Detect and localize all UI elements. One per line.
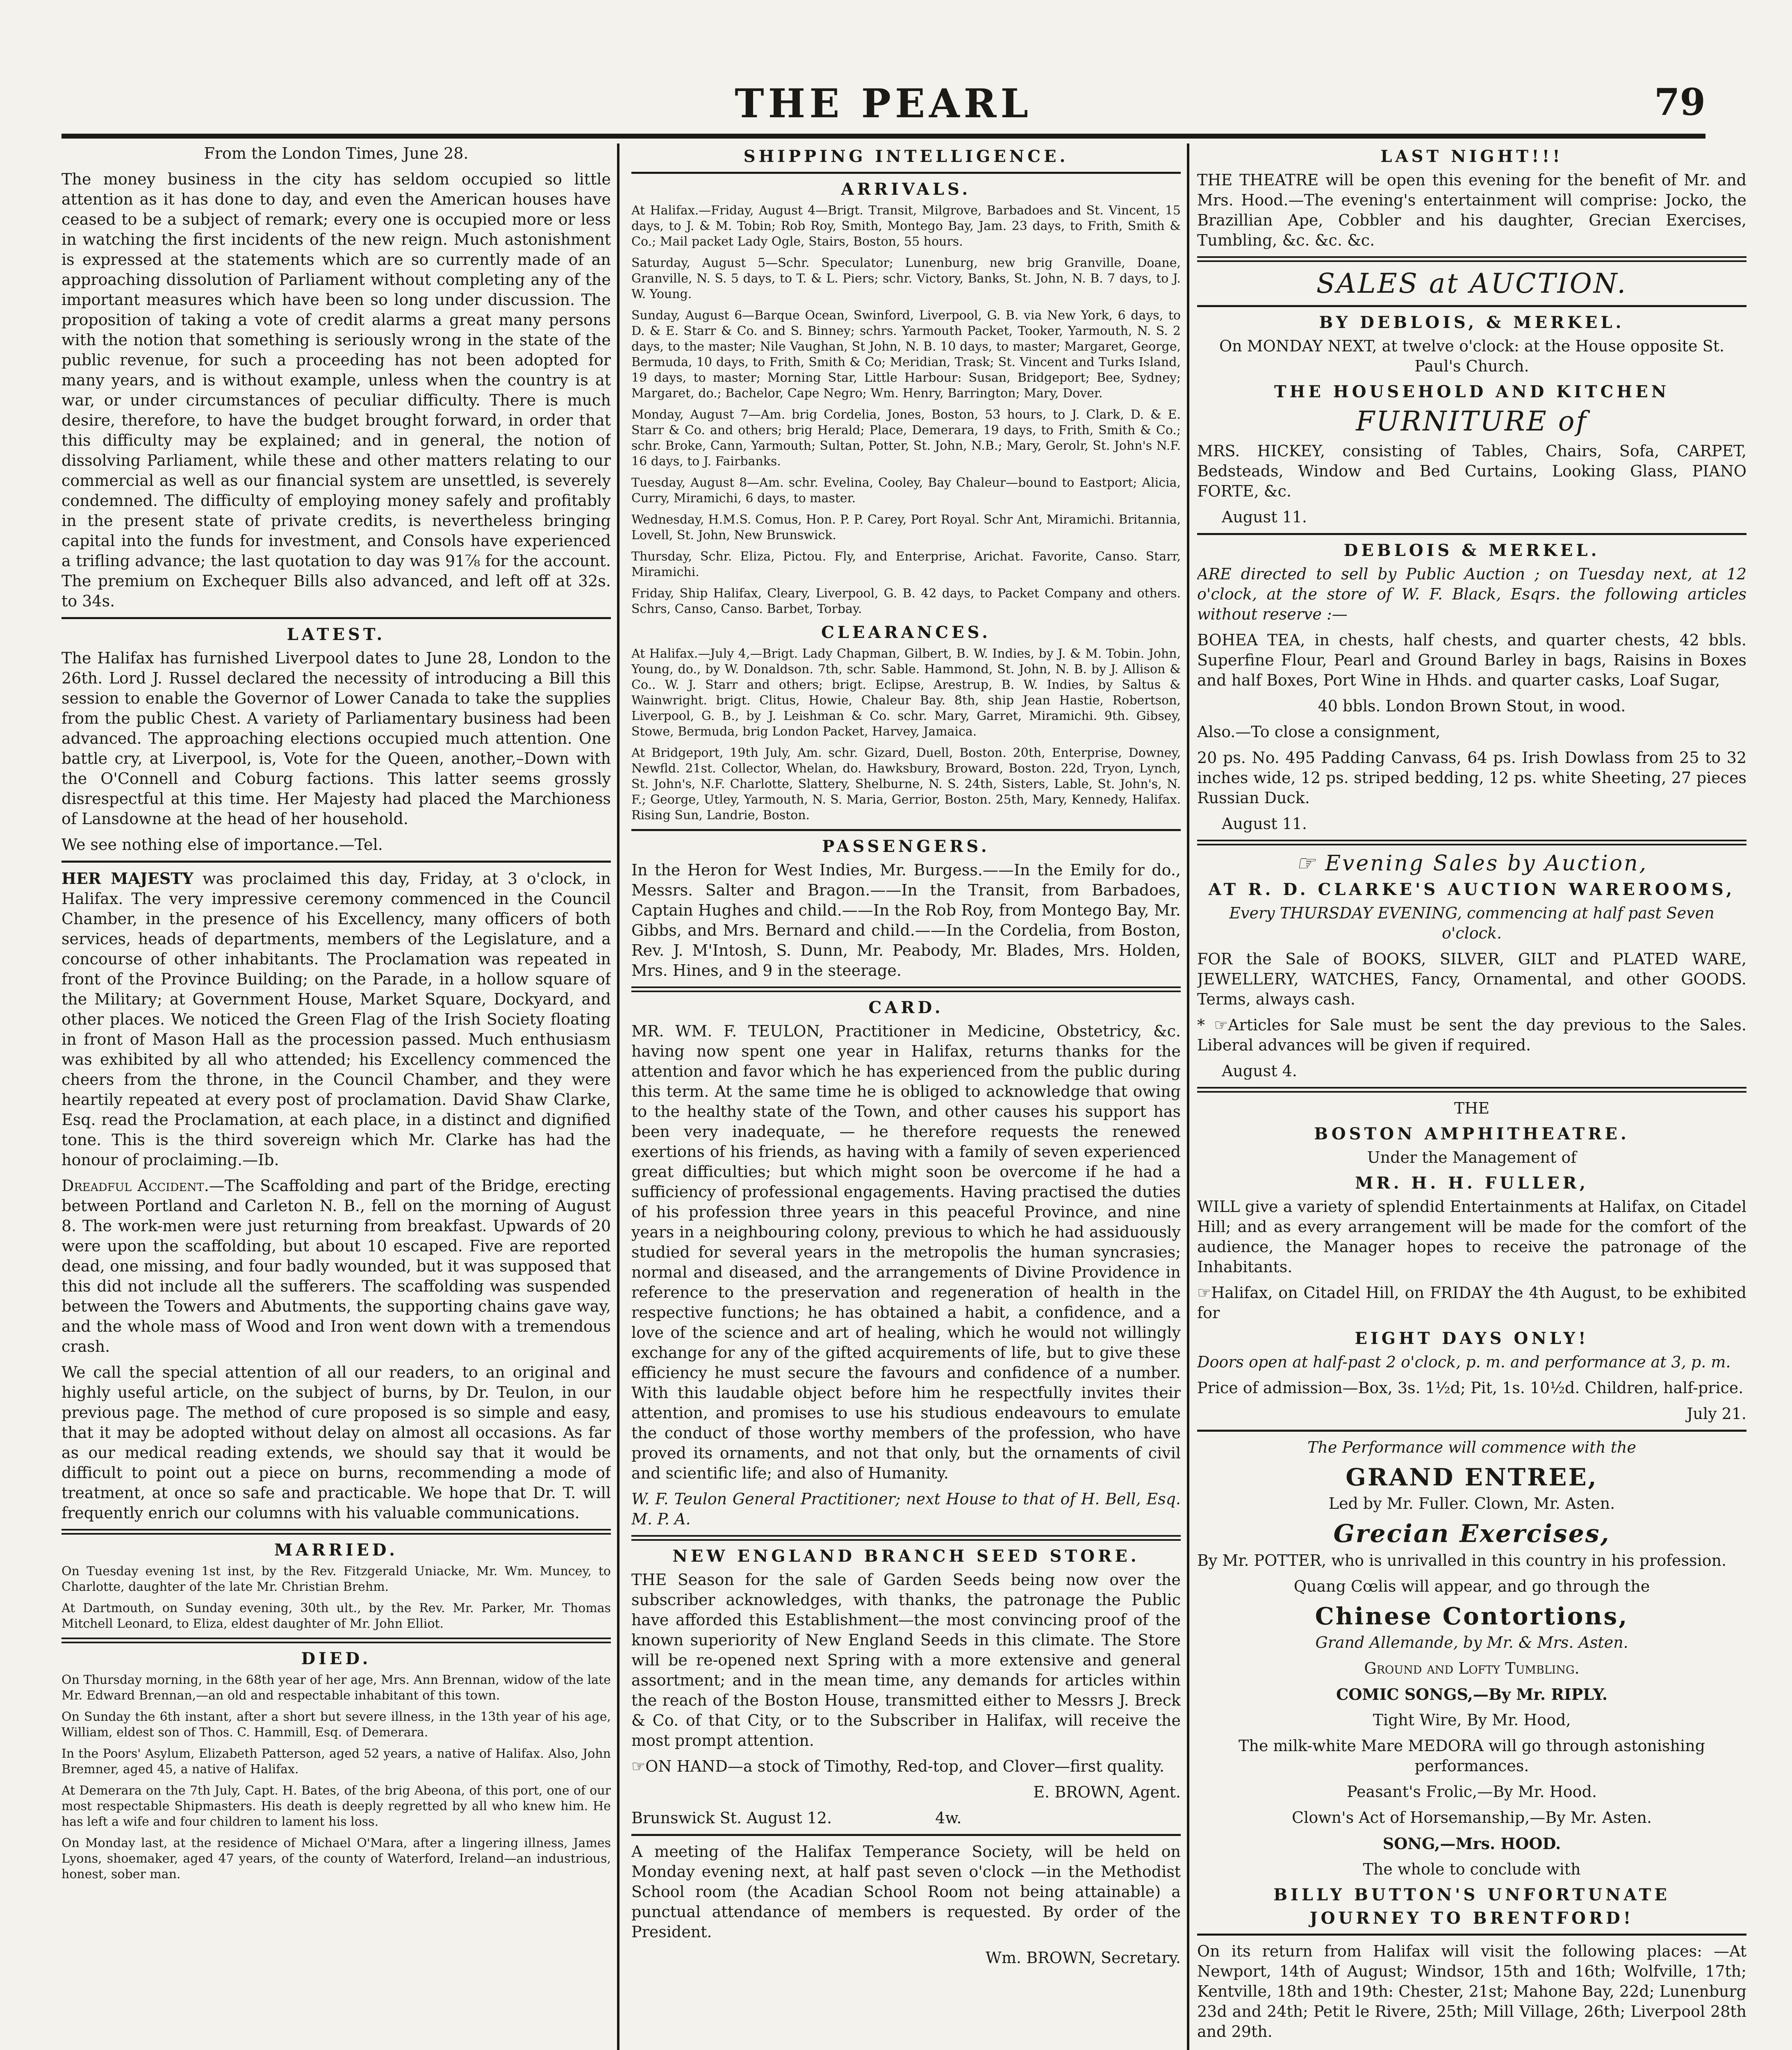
seed-store-dateline (631, 1808, 1181, 1828)
married-list (61, 1564, 611, 1632)
column-middle (631, 144, 1181, 2050)
boston-doors: Doors open at half-past 2 o'clock, p. m. and performance at 3, p. m. (1197, 1353, 1731, 1371)
seed-store-notice: THE Season for the sale of Garden Seeds being now over the subscriber acknowledges, with thanks, the patronage the Public have afforded this Establishment—the most convincing proof of the known superiority of New England Seeds in this climate. The Store will be re-opened next Spring with a more extensive and general assortment; and in the mean time, any demands for articles within the reach of the Boston House, transmitted either to Messrs J. Breck & Co. of that City, or to the Subscriber in Halifax, will receive the most prompt attention. (631, 1571, 1181, 1749)
grecian-exercises: Grecian Exercises, (1333, 1519, 1610, 1548)
passengers-heading: PASSENGERS. (822, 837, 990, 856)
the-label: THE (1454, 1099, 1490, 1117)
deblois-merkel-heading: BY DEBLOIS, & MERKEL. (1319, 313, 1625, 332)
divider (61, 861, 611, 863)
arrival-entry: Friday, Ship Halifax, Cleary, Liverpool, G. B. 42 days, to Packet Company and others. Schrs, Canso, Canso. Barbet, Torbay. (631, 586, 1181, 616)
household-kitchen-title: THE HOUSEHOLD AND KITCHEN (1274, 382, 1670, 401)
auction1-date: August 11. (1222, 508, 1307, 526)
divider (631, 172, 1181, 174)
double-divider (1197, 840, 1746, 845)
performance-tumbling: Ground and Lofty Tumbling. (1364, 1659, 1580, 1677)
performance-tight-wire: Tight Wire, By Mr. Hood, (1373, 1711, 1571, 1729)
teulon-signature: W. F. Teulon General Practitioner; next House to that of H. Bell, Esq. M. P. A. (631, 1490, 1181, 1528)
column-rule-1 (617, 144, 619, 2050)
majesty-article (61, 868, 611, 1170)
billy-button-line2: JOURNEY TO BRENTFORD! (1309, 1909, 1634, 1928)
temperance-notice: A meeting of the Halifax Temperance Society, will be held on Monday evening next, at half past seven o'clock —in the Methodist School room (the Acadian School Room not being attainable) a punctual attendance of members is requested. By order of the President. (631, 1843, 1181, 1941)
arrival-entry: Sunday, August 6—Barque Ocean, Swinford, Liverpool, G. B. via New York, 6 days, to D. & E. Starr & Co. and S. Binney; schrs. Yarmouth Packet, Tooker, Yarmouth, N. S. 2 days, to the master; Nile Vaughan, St John, N. B. 10 days, to master; Margaret, George, Bermuda, 10 days, to Frith, Smith & Co; Meridian, Trask; St. Vincent and Turks Island, 19 days, to master; Morning Star, Little Harbour: Susan, Bridgeport; Bee, Sydney; Margaret, do.; Bachelor, Cape Negro; Wm. Henry, Barrington; Mary, Dover. (631, 308, 1181, 401)
performance-intro: The Performance will commence with the (1307, 1438, 1636, 1456)
arrival-entry: Saturday, August 5—Schr. Speculator; Lunenburg, new brig Granville, Doane, Granville, N. S. 5 days, to T. & L. Piers; schr. Victory, Banks, St. John, N. B. 7 days, to J. W. Young. (631, 256, 1181, 301)
performance-peasant: Peasant's Frolic,—By Mr. Hood. (1347, 1783, 1597, 1801)
seed-store-on-hand: ☞ON HAND—a stock of Timothy, Red-top, and Clover—first quality. (631, 1757, 1164, 1775)
evening-sales-heading: ☞ Evening Sales by Auction, (1296, 851, 1648, 876)
double-divider (61, 1638, 611, 1643)
deblois-merkel-heading-2: DEBLOIS & MERKEL. (1343, 541, 1600, 560)
performance-medora: The milk-white Mare MEDORA will go through astonishing performances. (1239, 1737, 1705, 1775)
clearance-entry: At Halifax.—July 4,—Brigt. Lady Chapman, Gilbert, B. W. Indies, by J. & M. Tobin. John, Young, do., by W. Donaldson. 7th, schr. Sable. Hammond, St. John, N. B. by J. Allison & Co.. W. J. Starr and others; brigt. Eclipse, Arestrup, B. W. Indies, by Saltus & Wainwright. brigt. Clitus, Howie, Chaleur Bay. 8th, ship Jean Hastie, Robertson, Liverpool, G. B., by J. Leishman & Co. schr. Mary, Garret, Miramichi. 9th. Gibsey, Stowe, Bermuda, brig London Packet, Harvey, Jamaica. (631, 647, 1181, 739)
arrival-entry: Tuesday, August 8—Am. schr. Evelina, Cooley, Bay Chaleur—bound to Eastport; Alicia, Curry, Miramichi, 6 days, to master. (631, 476, 1181, 506)
auction2-also: Also.—To close a consignment, (1197, 723, 1441, 741)
married-notice: At Dartmouth, on Sunday evening, 30th ult., by the Rev. Mr. Parker, Mr. Thomas Mitchell Leonard, to Eliza, eldest daughter of Mr. John Elliot. (61, 1601, 611, 1631)
death-notice: On Monday last, at the residence of Michael O'Mara, after a lingering illness, James Lyons, shoemaker, aged 47 years, of the county of Waterford, Ireland—an industrious, honest, sober man. (61, 1836, 611, 1881)
boston-date: July 21. (1687, 1405, 1746, 1423)
performance-song: SONG,—Mrs. HOOD. (1382, 1834, 1561, 1853)
arrival-entry: At Halifax.—Friday, August 4—Brigt. Transit, Milgrove, Barbadoes and St. Vincent, 15 days, to J. & M. Tobin; Rob Roy, Smith, Montego Bay, Jam. 23 days, to Frith, Smith & Co.; Mail packet Lady Ogle, Stairs, Boston, 55 hours. (631, 203, 1181, 249)
auction2-stout: 40 bbls. London Brown Stout, in wood. (1318, 697, 1626, 715)
seed-store-date: Brunswick St. August 12. (631, 1809, 832, 1827)
column-rule-2 (1187, 144, 1189, 2050)
boston-price: Price of admission—Box, 3s. 1½d; Pit, 1s. 10½d. Children, half-price. (1197, 1379, 1744, 1397)
theatre-notice: THE THEATRE will be open this evening for the benefit of Mr. and Mrs. Hood.—The evening's entertainment will comprise: Jocko, the Brazillian Ape, Cobbler and his daughter, Grecian Exercises, Tumbling, &c. &c. &c. (1197, 171, 1746, 249)
billy-button-line1: BILLY BUTTON'S UNFORTUNATE (1273, 1885, 1670, 1904)
clarke-warerooms: AT R. D. CLARKE'S AUCTION WAREROOMS, (1208, 880, 1735, 899)
died-heading: DIED. (301, 1649, 371, 1668)
london-times-dateline: From the London Times, June 28. (204, 144, 469, 162)
accident-lead: Dreadful Accident. (61, 1177, 209, 1195)
furniture-title: FURNITURE of (1356, 405, 1588, 437)
performance-comic-songs: COMIC SONGS,—By Mr. RIPLY. (1336, 1685, 1608, 1704)
death-notice: On Sunday the 6th instant, after a short but severe illness, in the 13th year of his age, William, eldest son of Thos. C. Hammill, Esq. of Demerara. (61, 1710, 611, 1740)
accident-body: —The Scaffolding and part of the Bridge, erecting between Portland and Carleton N. B., fell on the morning of August 8. The work-men were just returning from breakfast. Upwards of 20 were upon the scaffolding, but about 10 escaped. Five are reported dead, one missing, and four badly wounded, but it was supposed that this did not include all the sufferers. The scaffolding was suspended between the Towers and Abutments, the supporting chains gave way, and the whole mass of Wood and Iron went down with a tremendous crash. (61, 1177, 611, 1355)
auction2-goods: BOHEA TEA, in chests, half chests, and quarter chests, 42 bbls. Superfine Flour, Pearl and Ground Barley in bags, Raisins in Boxes and half Boxes, Port Wine in Hhds. and quarter casks, Loaf Sugar, (1197, 631, 1746, 689)
performance-led-by: Led by Mr. Fuller. Clown, Mr. Asten. (1328, 1494, 1615, 1512)
evening-note: * ☞Articles for Sale must be sent the day previous to the Sales. Liberal advances will be given if required. (1197, 1016, 1746, 1054)
double-divider (1197, 256, 1746, 262)
boston-intro: WILL give a variety of splendid Entertainments at Halifax, on Citadel Hill; and as every arrangement will be made for the comfort of the audience, the Manager hopes to receive the patronage of the Inhabitants. (1197, 1198, 1746, 1276)
divider (1197, 305, 1746, 307)
passengers-list: In the Heron for West Indies, Mr. Burgess.——In the Emily for do., Messrs. Salter and Bragon.——In the Transit, from Barbadoes, Captain Hughes and child.——In the Rob Roy, from Montego Bay, Mr. Gibbs, and Mrs. Bernard and child.——In the Cordelia, from Boston, Rev. J. M'Intosh, S. Dunn, Mr. Peabody, Mr. Blades, Mrs. Holden, Mrs. Hines, and 9 in the steerage. (631, 861, 1181, 979)
double-divider (631, 1535, 1181, 1541)
boston-management: Under the Management of (1367, 1148, 1577, 1166)
double-divider (631, 986, 1181, 992)
tour-itinerary: On its return from Halifax will visit the following places: —At Newport, 14th of August; Windsor, 15th and 16th; Wolfville, 17th; Kentville, 18th and 19th: Chester, 21st; Mahone Bay, 22d; Lunenburg 23d and 24th; Petit le Rivere, 25th; Mill Village, 26th; Liverpool 28th and 29th. (1197, 1942, 1746, 2041)
divider (1197, 533, 1746, 535)
married-heading: MARRIED. (274, 1540, 398, 1560)
evening-date: August 4. (1222, 1062, 1297, 1080)
death-notice: In the Poors' Asylum, Elizabeth Patterson, aged 52 years, a native of Halifax. Also, John Bremner, aged 45, a native of Halifax. (61, 1747, 611, 1777)
arrival-entry: Monday, August 7—Am. brig Cordelia, Jones, Boston, 53 hours, to J. Clark, D. & E. Starr & Co. and others; brig Herald; Place, Demerara, 19 days, to Frith, Smith & Co.; schr. Broke, Cann, Yarmouth; Sultan, Potter, St. John, N.B.; Mary, Gerolr, St. John's N.F. 16 days, to J. Fairbanks. (631, 408, 1181, 469)
performance-allemande: Grand Allemande, by Mr. & Mrs. Asten. (1315, 1633, 1628, 1651)
performance-conclude: The whole to conclude with (1363, 1860, 1581, 1878)
evening-schedule: Every THURSDAY EVENING, commencing at half past Seven o'clock. (1229, 904, 1715, 942)
latest-tail: We see nothing else of importance.—Tel. (61, 836, 383, 854)
performance-clown: Clown's Act of Horsemanship,—By Mr. Asten. (1292, 1809, 1652, 1827)
death-notice: On Thursday morning, in the 68th year of her age, Mrs. Ann Brennan, widow of the late Mr. Edward Brennan,—an old and respectable inhabitant of this town. (61, 1673, 611, 1703)
masthead-title: THE PEARL (735, 80, 1032, 127)
money-article: The money business in the city has seldom occupied so little attention as it has done to day, and even the American houses have ceased to be a subject of remark; every one is occupied more or less in watching the first incidents of the new reign. Much astonishment is expressed at the statements which are so currently made of an approaching dissolution of Parliament without completing any of the important measures which have been so long under discussion. The proposition of taking a vote of credit alarms a great many persons with the notion that something is seriously wrong in the state of the public revenue, for such a proceeding has not been adopted for many years, and is without example, unless when the country is at war, or under circumstances of peculiar difficulty. There is much desire, therefore, to have the budget brought forward, in order that this difficulty may be explained; and in general, the notion of dissolving Parliament, while these and other matters relating to our commercial as well as our financial system are unsettled, is severely condemned. The difficulty of employing money safely and profitably in the present state of private credits, is nevertheless bringing capital into the funds for investment, and Consols have experienced a trifling advance; the last quotation to day was 91⅞ for the account. The premium on Exchequer Bills also advanced, and left off at 32s. to 34s. (61, 170, 611, 610)
teulon-card: MR. WM. F. TEULON, Practitioner in Medicine, Obstetricy, &c. having now spent one year in Halifax, returns thanks for the attention and favor which he has experienced from the public during this term. At the same time he is obliged to acknowledge that owing to the healthy state of the Town, and other causes his support has been very inadequate, — he therefore requests the renewed exertions of his friends, as having with a family of seven experienced great difficulties; but which might soon be overcome if he had a sufficiency of professional engagements. Having practised the duties of his profession three years in this peaceful Province, and nine years in a neighbouring colony, previous to which he had assiduously studied for several years in the metropolis the human syncrasies; normal and diseased, and the arrangements of Divine Providence in reference to the preservation and regeneration of health in the respective functions; he has obtained a habit, a confidence, and a love of the science and art of healing, which he would not willingly exchange for any of the gifted acquirements of life, but to give these efficiency he must secure the favours and confidence of a number. With this laudable object before him he respectfully invites their attention, and promises to use his studious endeavours to emulate the conduct of those worthy members of the profession, who have proved its ornaments, and not that only, but the ornaments of civil and scientific life; and also of Humanity. (631, 1022, 1181, 1482)
majesty-lead: HER MAJESTY (61, 869, 194, 888)
latest-article: The Halifax has furnished Liverpool dates to June 28, London to the 26th. Lord J. Russel declared the necessity of introducing a Bill this session to enable the Governor of Lower Canada to take the supplies from the public Chest. A variety of Parliamentary business had been advanced. The approaching elections occupied much attention. One battle cry, at Liverpool, is, Vote for the Queen, another,–Down with the O'Connell and Coburg factions. This latter seems grossly disrespectful at this time. Her Majesty had placed the Marchioness of Lansdowne at the head of her household. (61, 649, 611, 828)
fuller-name: MR. H. H. FULLER, (1355, 1173, 1589, 1193)
accident-article (61, 1176, 611, 1357)
boston-amphitheatre-heading: BOSTON AMPHITHEATRE. (1314, 1124, 1630, 1143)
death-notice: At Demerara on the 7th July, Capt. H. Bates, of the brig Abeona, of this port, one of our most respectable Shipmasters. His death is deeply regretted by all who knew him. He has left a wife and four children to lament his loss. (61, 1784, 611, 1829)
double-divider (1197, 1087, 1746, 1093)
clearances-list (631, 646, 1181, 823)
double-divider (61, 1529, 611, 1535)
eight-days-only: EIGHT DAYS ONLY! (1355, 1329, 1589, 1348)
last-night-heading: LAST NIGHT!!! (1380, 147, 1563, 166)
column-right (1197, 144, 1746, 2050)
clearance-entry: At Bridgeport, 19th July, Am. schr. Gizard, Duell, Boston. 20th, Enterprise, Downey, Newfld. 21st. Collector, Whelan, do. Hawksbury, Broward, Boston. 22d, Tryon, Lynch, St. John's, N.F. Charlotte, Slattery, Shelburne, N. S. 24th, Sisters, Lable, St. John's, N. F.; George, Utley, Yarmouth, N. S. Maria, Gerrior, Boston. 25th, Mary, Kennedy, Halifax. Rising Sun, Landrie, Boston. (631, 746, 1181, 822)
arrival-entry: Wednesday, H.M.S. Comus, Hon. P. P. Carey, Port Royal. Schr Ant, Miramichi. Britannia, Lovell, St. John, New Brunswick. (631, 512, 1181, 542)
chinese-contortions: Chinese Contortions, (1315, 1602, 1629, 1630)
latest-heading: LATEST. (287, 625, 386, 644)
seed-store-term: 4w. (935, 1809, 962, 1827)
burns-article: We call the special attention of all our readers, to an original and highly useful article, on the subject of burns, by Dr. Teulon, in our previous page. The method of cure proposed is so simple and easy, that it may be adopted without delay on almost all occasions. As far as our medical reading extends, we should say that it would be difficult to point out a piece on burns, recommending a mode of treatment, at once so safe and practicable. We hope that Dr. T. will frequently enrich our columns with his valuable communications. (61, 1363, 611, 1522)
hickey-furniture-list: MRS. HICKEY, consisting of Tables, Chairs, Sofa, CARPET, Bedsteads, Window and Bed Curtains, Looking Glass, PIANO FORTE, &c. (1197, 442, 1746, 500)
boston-citadel-hill: ☞Halifax, on Citadel Hill, on FRIDAY the 4th August, to be exhibited for (1197, 1284, 1746, 1322)
auction1-intro: On MONDAY NEXT, at twelve o'clock: at the House opposite St. Paul's Church. (1219, 337, 1724, 375)
majesty-body: was proclaimed this day, Friday, at 3 o'clock, in Halifax. The very impressive ceremony commenced in the Council Chamber, in the presence of his Excellency, many officers of both services, heads of departments, members of the Legislature, and a concourse of other inhabitants. The Proclamation was repeated in front of the Province Building; on the Parade, in a hollow square of the Military; at Government House, Market Square, Dockyard, and other places. We noticed the Green Flag of the Irish Society floating in front of Mason Hall as the procession passed. Much enthusiasm was exhibited by all who attended; his Excellency commenced the cheers from the throne, in the Council Chamber, and they were heartily repeated at every post of proclamation. David Shaw Clarke, Esq. read the Proclamation, at each place, in a distinct and dignified tone. This is the third sovereign which Mr. Clarke has had the honour of proclaiming.—Ib. (61, 870, 611, 1169)
clearances-heading: CLEARANCES. (821, 623, 991, 642)
divider (631, 1834, 1181, 1836)
divider (631, 829, 1181, 831)
seed-store-heading: NEW ENGLAND BRANCH SEED STORE. (672, 1547, 1140, 1566)
seed-store-signature: E. BROWN, Agent. (1033, 1783, 1181, 1801)
sales-at-auction-heading: SALES at AUCTION. (1316, 268, 1628, 299)
arrivals-heading: ARRIVALS. (841, 180, 971, 199)
divider (61, 617, 611, 619)
performance-quang: Quang Cœlis will appear, and go through the (1293, 1577, 1650, 1595)
evening-goods: FOR the Sale of BOOKS, SILVER, GILT and PLATED WARE, JEWELLERY, WATCHES, Fancy, Ornamental, and other GOODS. Terms, always cash. (1197, 950, 1746, 1008)
grand-entree: GRAND ENTREE, (1346, 1463, 1598, 1491)
auction2-consignment: 20 ps. No. 495 Padding Canvass, 64 ps. Irish Dowlass from 25 to 32 inches wide, 12 ps. striped bedding, 12 ps. white Sheeting, 27 pieces Russian Duck. (1197, 749, 1746, 807)
arrivals-list (631, 203, 1181, 617)
divider (1197, 1430, 1746, 1432)
auction2-intro: ARE directed to sell by Public Auction ; on Tuesday next, at 12 o'clock, at the store of W. F. Black, Esqrs. the following articles without reserve :— (1197, 565, 1746, 623)
shipping-heading: SHIPPING INTELLIGENCE. (743, 147, 1069, 166)
column-left (61, 144, 611, 2050)
auction2-date: August 11. (1222, 815, 1307, 833)
card-heading: CARD. (868, 998, 944, 1017)
arrival-entry: Thursday, Schr. Eliza, Pictou. Fly, and Enterprise, Arichat. Favorite, Canso. Starr, Miramichi. (631, 549, 1181, 579)
temperance-signature: Wm. BROWN, Secretary. (985, 1949, 1181, 1967)
performance-potter: By Mr. POTTER, who is unrivalled in this country in his profession. (1197, 1551, 1727, 1569)
died-list (61, 1672, 611, 1882)
married-notice: On Tuesday evening 1st inst, by the Rev. Fitzgerald Uniacke, Mr. Wm. Muncey, to Charlotte, daughter of the late Mr. Christian Brehm. (61, 1564, 611, 1594)
page-number: 79 (1654, 80, 1705, 124)
masthead (61, 80, 1705, 139)
divider (1197, 1934, 1746, 1936)
